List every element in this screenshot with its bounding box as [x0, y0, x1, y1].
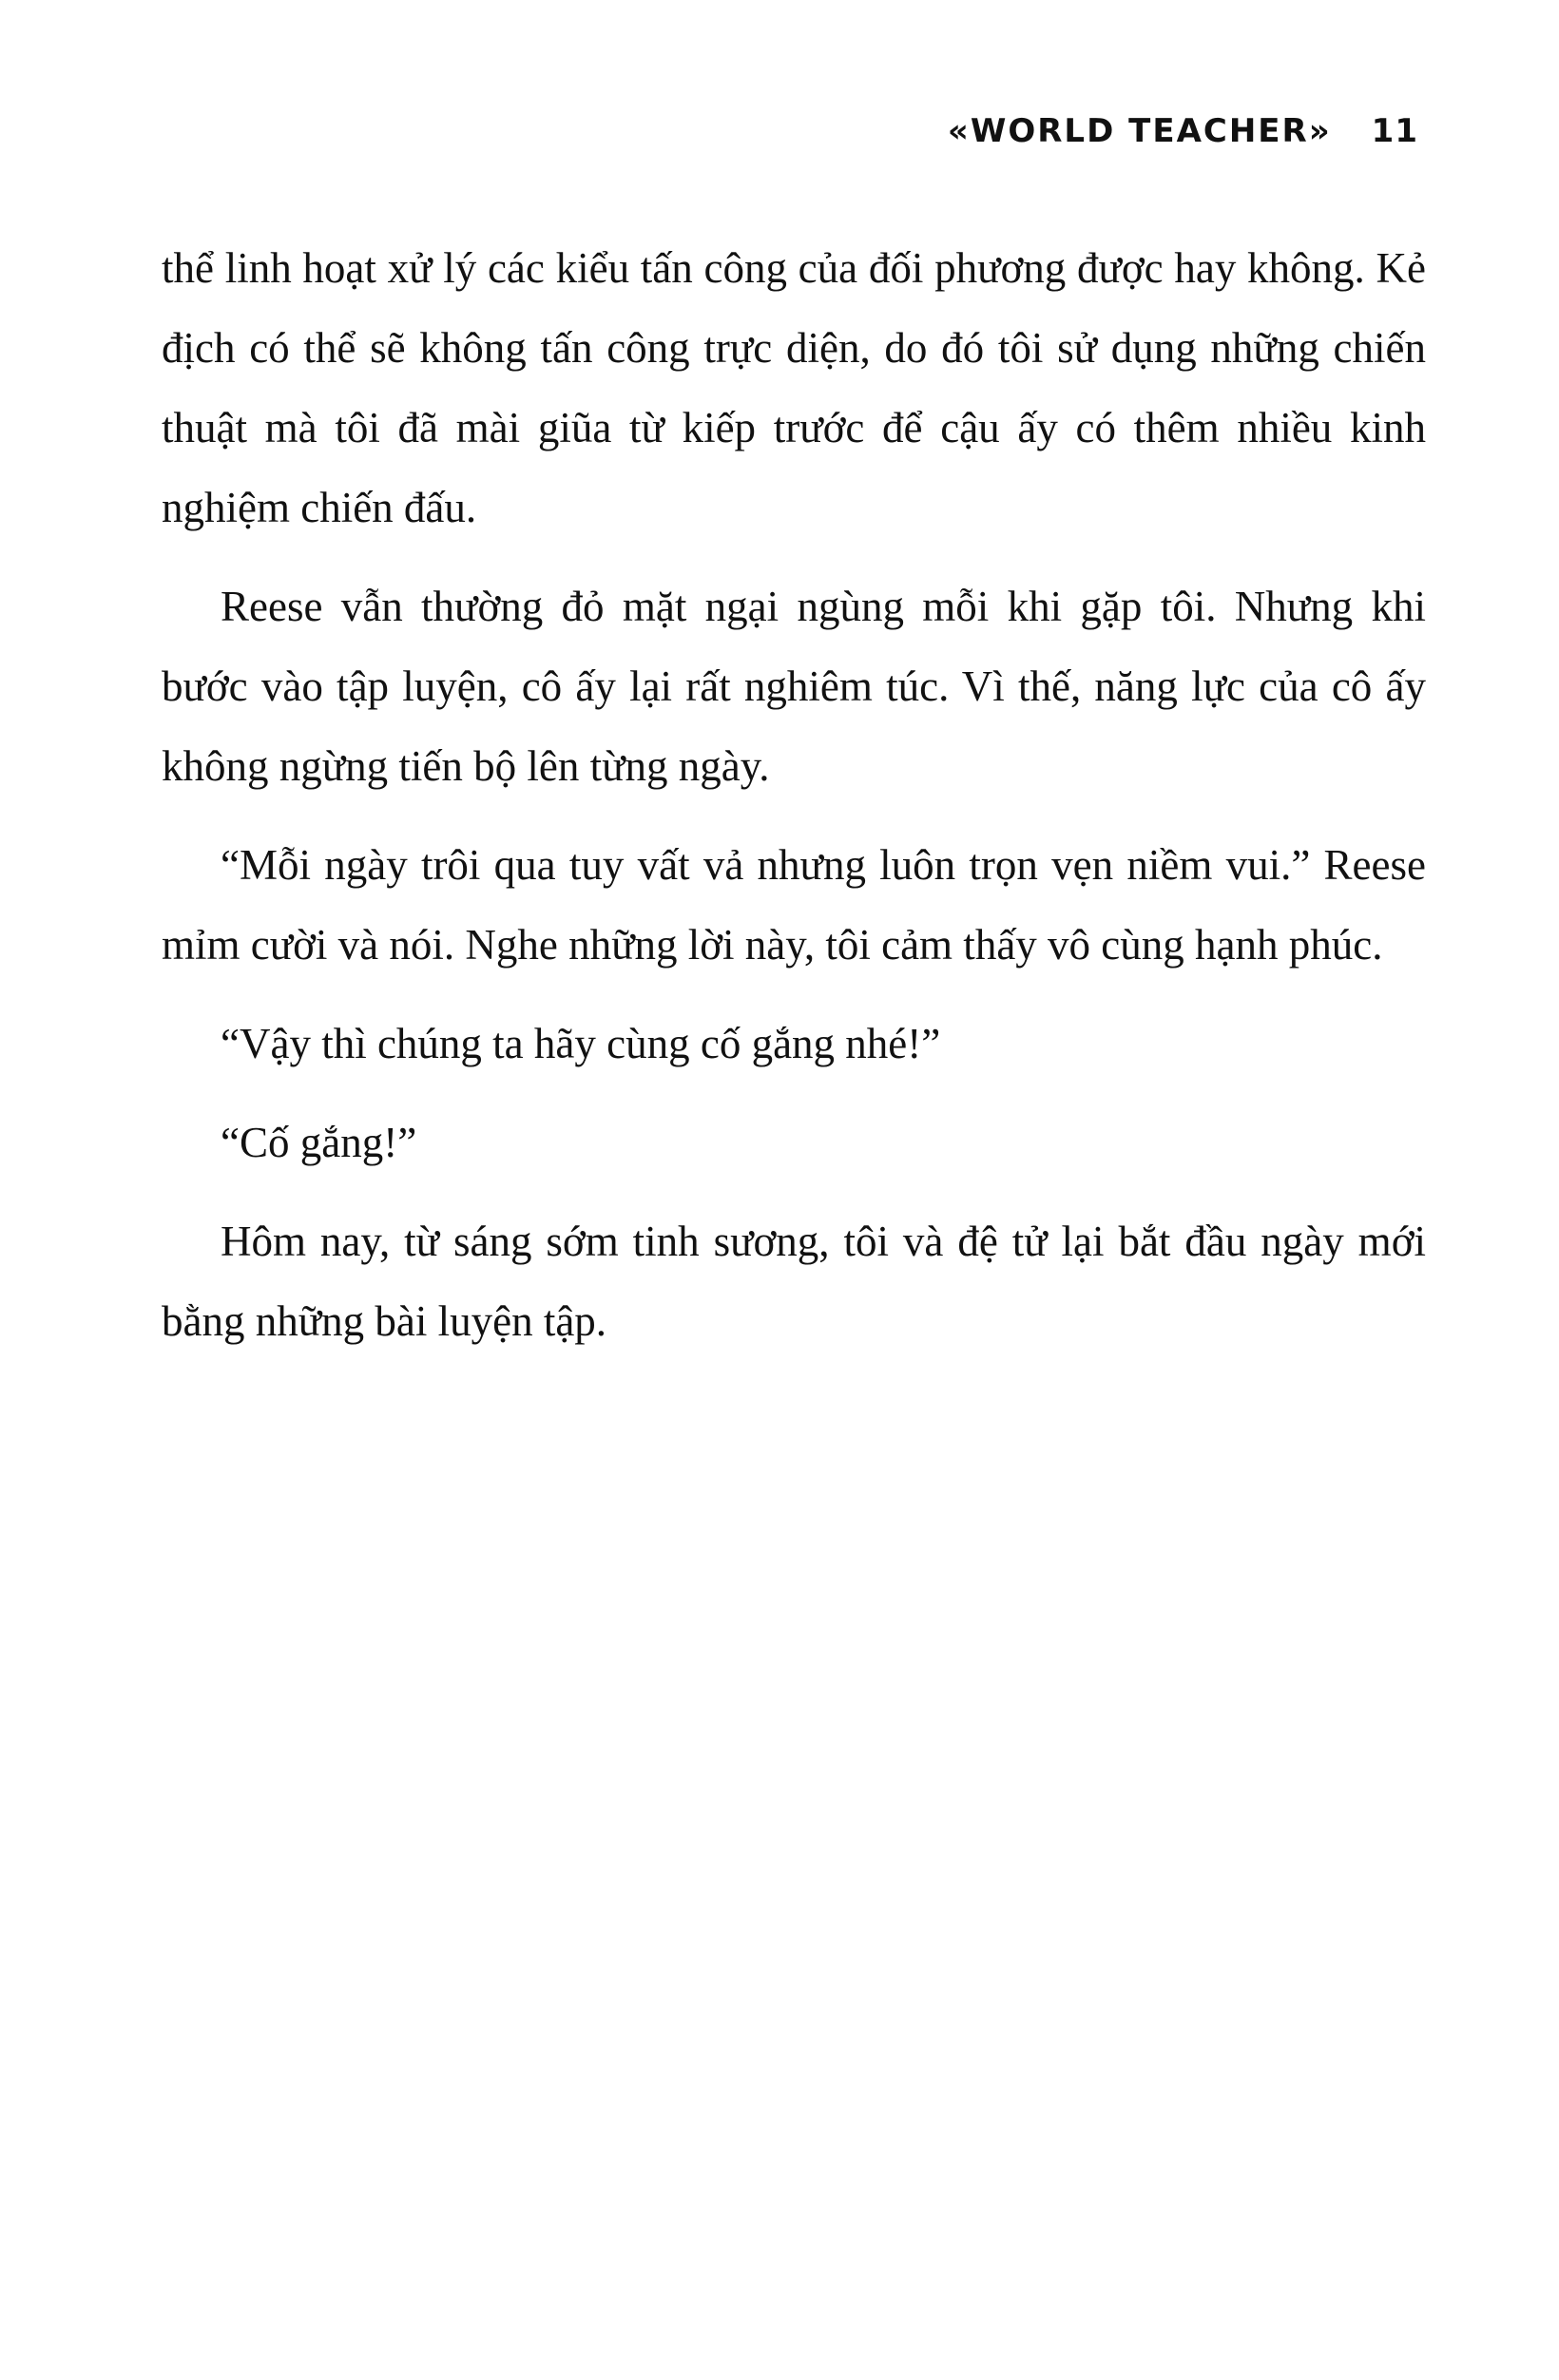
- dialogue-line: “Cố gắng!”: [221, 1119, 417, 1166]
- paragraph: Hôm nay, từ sáng sớm tinh sương, tôi và đệ tử lại bắt đầu ngày mới bằng những bài luyện tập.: [162, 1218, 1426, 1345]
- paragraph: “Mỗi ngày trôi qua tuy vất vả nhưng luôn trọn vẹn niềm vui.” Reese mỉm cười và nói. Nghe những lời này, tôi cảm thấy vô cùng hạnh phúc.: [162, 841, 1426, 969]
- running-header: [948, 112, 1418, 150]
- dialogue-line: “Vậy thì chúng ta hãy cùng cố gắng nhé!”: [221, 1020, 941, 1067]
- paragraph: Reese vẫn thường đỏ mặt ngại ngùng mỗi khi gặp tôi. Nhưng khi bước vào tập luyện, cô ấy lại rất nghiêm túc. Vì thế, năng lực của cô ấy không ngừng tiến bộ lên từng ngày.: [162, 583, 1426, 790]
- body-text: [162, 228, 1426, 1380]
- page-number: 11: [1371, 112, 1418, 150]
- series-title: «WORLD TEACHER»: [947, 112, 1332, 150]
- paragraph-continuation: thể linh hoạt xử lý các kiểu tấn công của đối phương được hay không. Kẻ địch có thể sẽ không tấn công trực diện, do đó tôi sử dụng những chiến thuật mà tôi đã mài giũa từ kiếp trước để cậu ấy có thêm nhiều kinh nghiệm chiến đấu.: [162, 244, 1426, 531]
